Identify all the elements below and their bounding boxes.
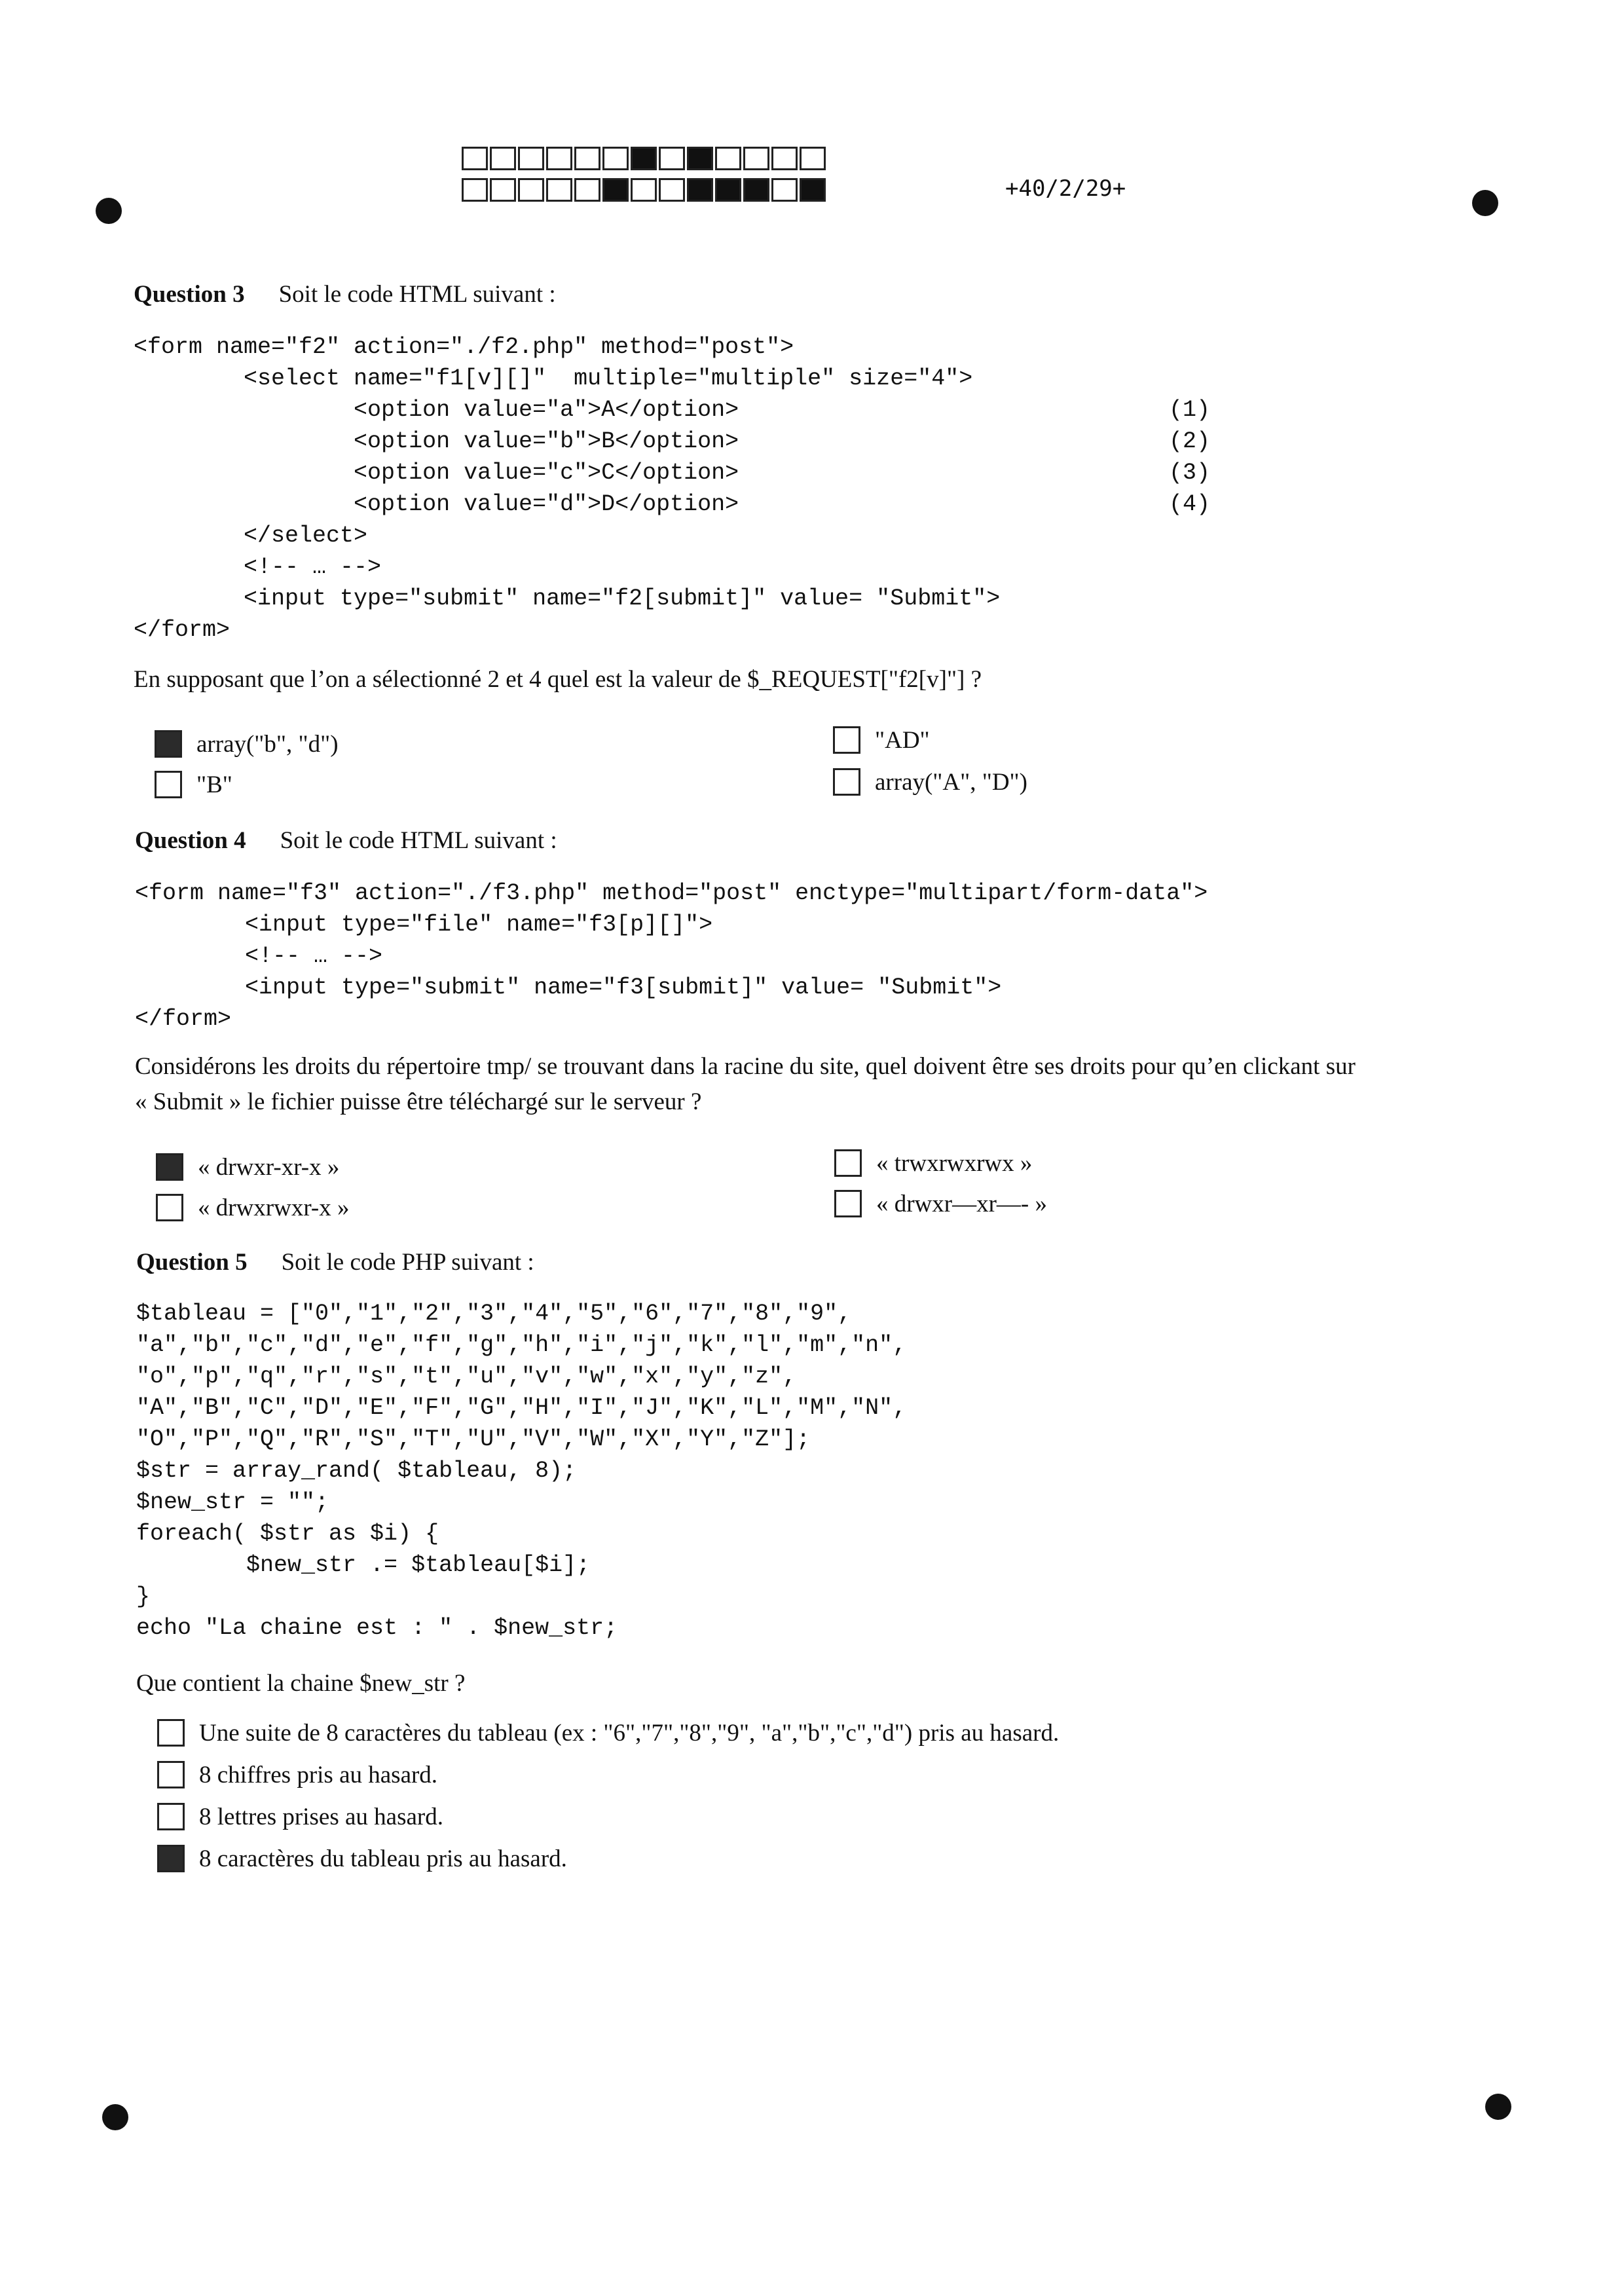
code-line: $new_str .= $tableau[$i]; [136,1552,591,1578]
option-label: 8 caractères du tableau pris au hasard. [199,1845,567,1872]
barcode-bottom-row [462,178,828,202]
code-line: "A","B","C","D","E","F","G","H","I","J","K","L","M","N", [136,1395,907,1421]
barcode-cell [574,147,600,170]
code-line: foreach( $str as $i) { [136,1521,439,1547]
line-number-3: (3) [1169,460,1211,486]
barcode-cell [518,147,544,170]
barcode-cell [518,178,544,202]
code-line: <form name="f3" action="./f3.php" method="post" enctype="multipart/form-data"> [135,880,1208,906]
question-4-label: Question 4 [135,827,246,854]
answer-checkbox[interactable] [155,730,182,758]
answer-checkbox[interactable] [156,1153,183,1181]
q4-option-2[interactable] [156,1191,350,1225]
q3-option-1[interactable] [155,727,339,761]
question-4-text-line-1: Considérons les droits du répertoire tmp/ se trouvant dans la racine du site, quel doivent être ses droits pour qu’en clickant sur [135,1053,1356,1080]
code-line: <input type="submit" name="f3[submit]" value= "Submit"> [135,974,1002,1001]
barcode-cell [490,147,516,170]
code-line: <input type="file" name="f3[p][]"> [135,912,713,938]
barcode-cell [687,147,713,170]
corner-mark-top-right [1472,190,1498,216]
line-number-2: (2) [1169,428,1211,454]
q5-option-4[interactable] [157,1842,567,1876]
option-label: 8 chiffres pris au hasard. [199,1761,438,1788]
barcode-cell [631,178,657,202]
code-line: echo "La chaine est : " . $new_str; [136,1615,618,1641]
barcode-cell [800,178,826,202]
code-line: "a","b","c","d","e","f","g","h","i","j","k","l","m","n", [136,1332,907,1358]
code-line: <select name="f1[v][]" multiple="multiple" size="4"> [134,365,973,392]
option-label: array("A", "D") [875,768,1027,796]
answer-checkbox[interactable] [833,726,860,754]
code-line: <input type="submit" name="f2[submit]" value= "Submit"> [134,585,1001,612]
corner-mark-bottom-left [102,2104,128,2130]
barcode-cell [602,147,629,170]
code-line: "O","P","Q","R","S","T","U","V","W","X","Y","Z"]; [136,1426,811,1453]
barcode-cell [659,178,685,202]
barcode-cell [631,147,657,170]
corner-mark-bottom-right [1485,2094,1511,2120]
answer-checkbox[interactable] [834,1190,862,1217]
barcode-cell [800,147,826,170]
question-4-intro: Soit le code HTML suivant : [280,827,557,854]
page-number: +40/2/29+ [1005,176,1126,202]
answer-checkbox[interactable] [157,1761,185,1788]
question-5-header [136,1248,534,1276]
code-line: <!-- … --> [135,943,383,969]
code-line: <option value="b">B</option> [134,428,739,454]
code-line: $tableau = ["0","1","2","3","4","5","6","7","8","9", [136,1301,852,1327]
answer-checkbox[interactable] [833,768,860,796]
option-label: « trwxrwxrwx » [876,1149,1033,1177]
code-line: <option value="d">D</option> [134,491,739,517]
code-line: $str = array_rand( $tableau, 8); [136,1458,577,1484]
option-label: array("b", "d") [196,730,339,758]
q5-option-1[interactable] [157,1716,1059,1750]
barcode-cell [462,147,488,170]
option-label: « drwxrwxr-x » [198,1194,350,1221]
option-label: « drwxr-xr-x » [198,1153,340,1181]
barcode-cell [771,178,798,202]
code-line: </select> [134,523,368,549]
barcode-cell [743,178,769,202]
barcode-cell [546,178,572,202]
answer-checkbox[interactable] [157,1803,185,1830]
corner-mark-top-left [96,198,122,224]
code-line: <option value="c">C</option> [134,460,739,486]
q4-option-1[interactable] [156,1150,339,1184]
question-3-text: En supposant que l’on a sélectionné 2 et 4 quel est la valeur de $_REQUEST["f2[v]"] ? [134,666,982,693]
option-label: "B" [196,771,232,798]
code-line: <option value="a">A</option> [134,397,739,423]
option-label: 8 lettres prises au hasard. [199,1803,443,1830]
line-number-1: (1) [1169,397,1211,423]
barcode-cell [715,178,741,202]
question-3-label: Question 3 [134,281,245,308]
code-line: <form name="f2" action="./f2.php" method="post"> [134,334,794,360]
answer-checkbox[interactable] [157,1845,185,1872]
answer-checkbox[interactable] [834,1149,862,1177]
question-5-intro: Soit le code PHP suivant : [281,1249,534,1276]
q4-option-3[interactable] [834,1146,1032,1180]
barcode-cell [574,178,600,202]
question-3-intro: Soit le code HTML suivant : [278,281,556,308]
code-line: <!-- … --> [134,554,382,580]
question-5-label: Question 5 [136,1249,248,1276]
answer-checkbox[interactable] [156,1194,183,1221]
barcode-cell [490,178,516,202]
question-3-code [134,331,1000,646]
q3-option-4[interactable] [833,765,1027,799]
q5-option-3[interactable] [157,1800,443,1834]
barcode-cell [715,147,741,170]
barcode-cell [659,147,685,170]
question-3-header [134,280,556,308]
answer-checkbox[interactable] [155,771,182,798]
line-number-4: (4) [1169,491,1211,517]
option-label: "AD" [875,726,930,754]
question-5-text: Que contient la chaine $new_str ? [136,1670,466,1697]
question-5-code [136,1298,906,1644]
q5-option-2[interactable] [157,1758,437,1792]
barcode-cell [771,147,798,170]
q3-option-3[interactable] [833,723,930,757]
code-line: } [136,1583,151,1610]
barcode-cell [687,178,713,202]
code-line: </form> [135,1006,232,1032]
barcode-top-row [462,147,828,170]
barcode-cell [743,147,769,170]
question-4-header [135,826,557,855]
code-line: "o","p","q","r","s","t","u","v","w","x","y","z", [136,1363,797,1390]
q3-option-2[interactable] [155,768,232,802]
question-4-code [135,878,1208,1035]
option-label: « drwxr—xr—- » [876,1190,1048,1217]
q4-option-4[interactable] [834,1187,1047,1221]
code-line: </form> [134,617,231,643]
barcode-cell [602,178,629,202]
barcode-cell [462,178,488,202]
question-4-text-line-2: « Submit » le fichier puisse être téléchargé sur le serveur ? [135,1088,702,1115]
answer-checkbox[interactable] [157,1719,185,1747]
code-line: $new_str = ""; [136,1489,329,1515]
option-label: Une suite de 8 caractères du tableau (ex : "6","7","8","9", "a","b","c","d") pris au hasard. [199,1719,1060,1747]
barcode-cell [546,147,572,170]
